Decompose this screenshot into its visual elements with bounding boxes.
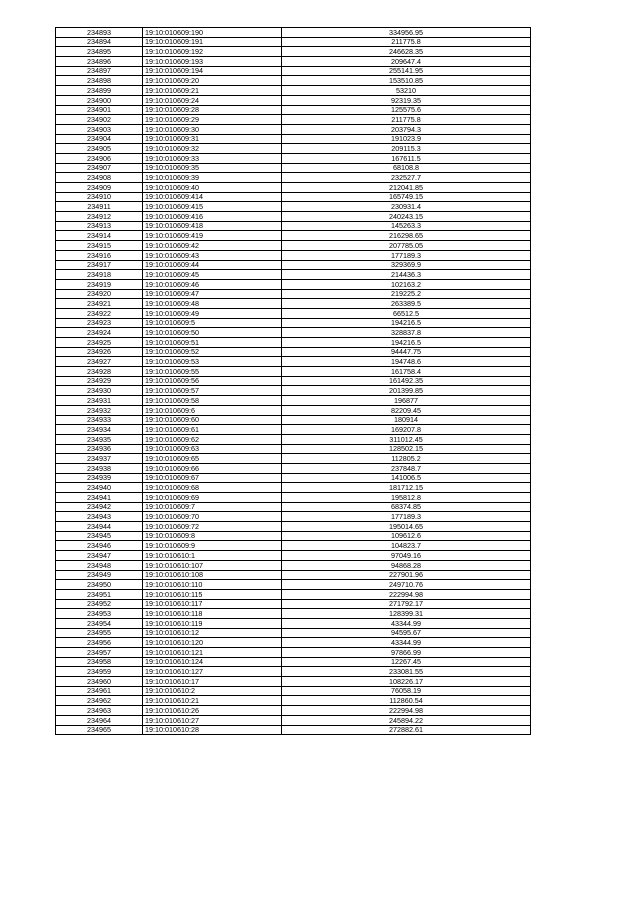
cadastral-number-cell: 19:10:010609:7 [143, 502, 282, 512]
cadastral-number-cell: 19:10:010609:43 [143, 250, 282, 260]
value-cell: 92319.35 [282, 95, 531, 105]
record-id-cell: 234937 [56, 454, 143, 464]
table-row [56, 212, 531, 222]
value-cell: 219225.2 [282, 289, 531, 299]
table-row [56, 202, 531, 212]
cadastral-number-cell: 19:10:010610:127 [143, 667, 282, 677]
value-cell: 108226.17 [282, 677, 531, 687]
table-row [56, 706, 531, 716]
table-row [56, 686, 531, 696]
cadastral-number-cell: 19:10:010609:65 [143, 454, 282, 464]
value-cell: 145263.3 [282, 221, 531, 231]
cadastral-number-cell: 19:10:010609:56 [143, 376, 282, 386]
cadastral-number-cell: 19:10:010609:20 [143, 76, 282, 86]
cadastral-number-cell: 19:10:010610:12 [143, 628, 282, 638]
cadastral-number-cell: 19:10:010609:48 [143, 299, 282, 309]
table-row [56, 502, 531, 512]
value-cell: 165749.15 [282, 192, 531, 202]
value-cell: 167611.5 [282, 153, 531, 163]
cadastral-number-cell: 19:10:010610:17 [143, 677, 282, 687]
cadastral-number-cell: 19:10:010609:67 [143, 473, 282, 483]
cadastral-number-cell: 19:10:010609:45 [143, 270, 282, 280]
record-id-cell: 234949 [56, 570, 143, 580]
cadastral-number-cell: 19:10:010609:190 [143, 28, 282, 38]
table-row [56, 76, 531, 86]
table-row [56, 531, 531, 541]
cadastral-number-cell: 19:10:010609:31 [143, 134, 282, 144]
table-row [56, 560, 531, 570]
record-id-cell: 234935 [56, 434, 143, 444]
value-cell: 328837.8 [282, 328, 531, 338]
value-cell: 68374.85 [282, 502, 531, 512]
record-id-cell: 234922 [56, 308, 143, 318]
cadastral-number-cell: 19:10:010610:107 [143, 560, 282, 570]
record-id-cell: 234927 [56, 357, 143, 367]
cadastral-number-cell: 19:10:010609:52 [143, 347, 282, 357]
value-cell: 222994.98 [282, 706, 531, 716]
value-cell: 12267.45 [282, 657, 531, 667]
record-id-cell: 234918 [56, 270, 143, 280]
value-cell: 177189.3 [282, 512, 531, 522]
cadastral-number-cell: 19:10:010609:63 [143, 444, 282, 454]
table-row [56, 28, 531, 38]
record-id-cell: 234947 [56, 551, 143, 561]
table-row [56, 628, 531, 638]
table-row [56, 551, 531, 561]
table-row [56, 37, 531, 47]
data-table [55, 27, 531, 735]
record-id-cell: 234938 [56, 463, 143, 473]
value-cell: 109612.6 [282, 531, 531, 541]
cadastral-number-cell: 19:10:010610:108 [143, 570, 282, 580]
cadastral-number-cell: 19:10:010609:418 [143, 221, 282, 231]
table-row [56, 115, 531, 125]
cadastral-number-cell: 19:10:010609:192 [143, 47, 282, 57]
record-id-cell: 234925 [56, 338, 143, 348]
record-id-cell: 234901 [56, 105, 143, 115]
record-id-cell: 234909 [56, 183, 143, 193]
value-cell: 201399.85 [282, 386, 531, 396]
value-cell: 82209.45 [282, 405, 531, 415]
cadastral-number-cell: 19:10:010609:414 [143, 192, 282, 202]
record-id-cell: 234958 [56, 657, 143, 667]
table-row [56, 541, 531, 551]
value-cell: 97049.16 [282, 551, 531, 561]
cadastral-number-cell: 19:10:010610:115 [143, 589, 282, 599]
record-id-cell: 234945 [56, 531, 143, 541]
record-id-cell: 234954 [56, 618, 143, 628]
value-cell: 214436.3 [282, 270, 531, 280]
value-cell: 211775.8 [282, 115, 531, 125]
table-row [56, 241, 531, 251]
value-cell: 43344.99 [282, 638, 531, 648]
cadastral-number-cell: 19:10:010610:118 [143, 609, 282, 619]
value-cell: 329369.9 [282, 260, 531, 270]
value-cell: 194216.5 [282, 338, 531, 348]
table-row [56, 231, 531, 241]
record-id-cell: 234893 [56, 28, 143, 38]
cadastral-number-cell: 19:10:010609:62 [143, 434, 282, 444]
cadastral-number-cell: 19:10:010609:61 [143, 425, 282, 435]
cadastral-number-cell: 19:10:010610:1 [143, 551, 282, 561]
table-row [56, 618, 531, 628]
table-row [56, 648, 531, 658]
record-id-cell: 234948 [56, 560, 143, 570]
cadastral-number-cell: 19:10:010609:53 [143, 357, 282, 367]
table-row [56, 260, 531, 270]
cadastral-number-cell: 19:10:010609:69 [143, 493, 282, 503]
value-cell: 209647.4 [282, 57, 531, 67]
value-cell: 334956.95 [282, 28, 531, 38]
value-cell: 66512.5 [282, 308, 531, 318]
record-id-cell: 234963 [56, 706, 143, 716]
table-row [56, 347, 531, 357]
value-cell: 112805.2 [282, 454, 531, 464]
cadastral-number-cell: 19:10:010609:49 [143, 308, 282, 318]
table-row [56, 367, 531, 377]
record-id-cell: 234915 [56, 241, 143, 251]
record-id-cell: 234902 [56, 115, 143, 125]
value-cell: 76058.19 [282, 686, 531, 696]
cadastral-number-cell: 19:10:010609:35 [143, 163, 282, 173]
value-cell: 195014.65 [282, 522, 531, 532]
cadastral-number-cell: 19:10:010609:40 [143, 183, 282, 193]
cadastral-number-cell: 19:10:010609:416 [143, 212, 282, 222]
value-cell: 222994.98 [282, 589, 531, 599]
table-row [56, 638, 531, 648]
record-id-cell: 234956 [56, 638, 143, 648]
table-row [56, 425, 531, 435]
cadastral-number-cell: 19:10:010609:55 [143, 367, 282, 377]
record-id-cell: 234950 [56, 580, 143, 590]
value-cell: 153510.85 [282, 76, 531, 86]
table-row [56, 376, 531, 386]
cadastral-number-cell: 19:10:010609:191 [143, 37, 282, 47]
table-row [56, 609, 531, 619]
value-cell: 94868.28 [282, 560, 531, 570]
value-cell: 181712.15 [282, 483, 531, 493]
table-row [56, 580, 531, 590]
table-row [56, 134, 531, 144]
record-id-cell: 234961 [56, 686, 143, 696]
record-id-cell: 234930 [56, 386, 143, 396]
table-row [56, 463, 531, 473]
table-row [56, 338, 531, 348]
record-id-cell: 234916 [56, 250, 143, 260]
record-id-cell: 234941 [56, 493, 143, 503]
value-cell: 216298.65 [282, 231, 531, 241]
table-row [56, 589, 531, 599]
value-cell: 195812.8 [282, 493, 531, 503]
table-row [56, 696, 531, 706]
record-id-cell: 234898 [56, 76, 143, 86]
cadastral-number-cell: 19:10:010609:5 [143, 318, 282, 328]
table-row [56, 512, 531, 522]
record-id-cell: 234907 [56, 163, 143, 173]
value-cell: 233081.55 [282, 667, 531, 677]
cadastral-number-cell: 19:10:010609:47 [143, 289, 282, 299]
record-id-cell: 234955 [56, 628, 143, 638]
record-id-cell: 234923 [56, 318, 143, 328]
cadastral-number-cell: 19:10:010609:44 [143, 260, 282, 270]
value-cell: 104823.7 [282, 541, 531, 551]
cadastral-number-cell: 19:10:010609:72 [143, 522, 282, 532]
cadastral-number-cell: 19:10:010609:68 [143, 483, 282, 493]
value-cell: 161492.35 [282, 376, 531, 386]
record-id-cell: 234921 [56, 299, 143, 309]
table-row [56, 386, 531, 396]
record-id-cell: 234953 [56, 609, 143, 619]
cadastral-number-cell: 19:10:010609:42 [143, 241, 282, 251]
table-row [56, 570, 531, 580]
value-cell: 207785.05 [282, 241, 531, 251]
record-id-cell: 234920 [56, 289, 143, 299]
table-row [56, 328, 531, 338]
record-id-cell: 234951 [56, 589, 143, 599]
table-row [56, 95, 531, 105]
record-id-cell: 234895 [56, 47, 143, 57]
table-row [56, 357, 531, 367]
table-row [56, 299, 531, 309]
record-id-cell: 234906 [56, 153, 143, 163]
record-id-cell: 234917 [56, 260, 143, 270]
record-id-cell: 234934 [56, 425, 143, 435]
cadastral-number-cell: 19:10:010610:26 [143, 706, 282, 716]
value-cell: 194748.6 [282, 357, 531, 367]
value-cell: 271792.17 [282, 599, 531, 609]
cadastral-number-cell: 19:10:010609:194 [143, 66, 282, 76]
table-row [56, 279, 531, 289]
table-row [56, 105, 531, 115]
value-cell: 272882.61 [282, 725, 531, 735]
record-id-cell: 234924 [56, 328, 143, 338]
record-id-cell: 234911 [56, 202, 143, 212]
table-row [56, 677, 531, 687]
value-cell: 232527.7 [282, 173, 531, 183]
value-cell: 102163.2 [282, 279, 531, 289]
table-row [56, 57, 531, 67]
cadastral-number-cell: 19:10:010609:21 [143, 86, 282, 96]
value-cell: 141006.5 [282, 473, 531, 483]
value-cell: 94595.67 [282, 628, 531, 638]
record-id-cell: 234933 [56, 415, 143, 425]
cadastral-number-cell: 19:10:010609:46 [143, 279, 282, 289]
cadastral-number-cell: 19:10:010609:51 [143, 338, 282, 348]
value-cell: 68108.8 [282, 163, 531, 173]
table-row [56, 124, 531, 134]
value-cell: 194216.5 [282, 318, 531, 328]
cadastral-number-cell: 19:10:010609:30 [143, 124, 282, 134]
record-id-cell: 234910 [56, 192, 143, 202]
cadastral-number-cell: 19:10:010610:121 [143, 648, 282, 658]
table-row [56, 405, 531, 415]
value-cell: 311012.45 [282, 434, 531, 444]
table-row [56, 444, 531, 454]
cadastral-number-cell: 19:10:010609:193 [143, 57, 282, 67]
table-row [56, 415, 531, 425]
table-row [56, 270, 531, 280]
cadastral-number-cell: 19:10:010609:29 [143, 115, 282, 125]
cadastral-number-cell: 19:10:010609:58 [143, 396, 282, 406]
cadastral-number-cell: 19:10:010610:124 [143, 657, 282, 667]
data-table-body [56, 28, 531, 735]
cadastral-number-cell: 19:10:010609:66 [143, 463, 282, 473]
table-row [56, 454, 531, 464]
value-cell: 263389.5 [282, 299, 531, 309]
cadastral-number-cell: 19:10:010609:24 [143, 95, 282, 105]
table-row [56, 434, 531, 444]
record-id-cell: 234928 [56, 367, 143, 377]
table-row [56, 318, 531, 328]
table-row [56, 86, 531, 96]
record-id-cell: 234959 [56, 667, 143, 677]
table-row [56, 308, 531, 318]
value-cell: 245894.22 [282, 715, 531, 725]
cadastral-number-cell: 19:10:010609:8 [143, 531, 282, 541]
table-row [56, 163, 531, 173]
cadastral-number-cell: 19:10:010609:57 [143, 386, 282, 396]
record-id-cell: 234960 [56, 677, 143, 687]
record-id-cell: 234904 [56, 134, 143, 144]
table-row [56, 192, 531, 202]
cadastral-number-cell: 19:10:010609:70 [143, 512, 282, 522]
value-cell: 112860.54 [282, 696, 531, 706]
table-row [56, 396, 531, 406]
table-row [56, 715, 531, 725]
record-id-cell: 234926 [56, 347, 143, 357]
record-id-cell: 234943 [56, 512, 143, 522]
table-row [56, 47, 531, 57]
value-cell: 94447.75 [282, 347, 531, 357]
table-row [56, 599, 531, 609]
value-cell: 128399.31 [282, 609, 531, 619]
record-id-cell: 234908 [56, 173, 143, 183]
record-id-cell: 234952 [56, 599, 143, 609]
value-cell: 53210 [282, 86, 531, 96]
cadastral-number-cell: 19:10:010610:120 [143, 638, 282, 648]
value-cell: 43344.99 [282, 618, 531, 628]
record-id-cell: 234900 [56, 95, 143, 105]
record-id-cell: 234962 [56, 696, 143, 706]
record-id-cell: 234939 [56, 473, 143, 483]
value-cell: 196877 [282, 396, 531, 406]
record-id-cell: 234964 [56, 715, 143, 725]
value-cell: 97866.99 [282, 648, 531, 658]
record-id-cell: 234914 [56, 231, 143, 241]
cadastral-number-cell: 19:10:010609:9 [143, 541, 282, 551]
record-id-cell: 234931 [56, 396, 143, 406]
value-cell: 246628.35 [282, 47, 531, 57]
table-row [56, 725, 531, 735]
value-cell: 212041.85 [282, 183, 531, 193]
value-cell: 237848.7 [282, 463, 531, 473]
table-row [56, 153, 531, 163]
cadastral-number-cell: 19:10:010609:32 [143, 144, 282, 154]
cadastral-number-cell: 19:10:010609:60 [143, 415, 282, 425]
value-cell: 209115.3 [282, 144, 531, 154]
table-row [56, 473, 531, 483]
table-row [56, 657, 531, 667]
value-cell: 128502.15 [282, 444, 531, 454]
cadastral-number-cell: 19:10:010609:33 [143, 153, 282, 163]
record-id-cell: 234942 [56, 502, 143, 512]
record-id-cell: 234944 [56, 522, 143, 532]
record-id-cell: 234932 [56, 405, 143, 415]
record-id-cell: 234897 [56, 66, 143, 76]
cadastral-number-cell: 19:10:010609:415 [143, 202, 282, 212]
cadastral-number-cell: 19:10:010609:39 [143, 173, 282, 183]
table-row [56, 183, 531, 193]
value-cell: 240243.15 [282, 212, 531, 222]
cadastral-number-cell: 19:10:010609:28 [143, 105, 282, 115]
table-row [56, 221, 531, 231]
value-cell: 249710.76 [282, 580, 531, 590]
record-id-cell: 234946 [56, 541, 143, 551]
table-row [56, 483, 531, 493]
table-row [56, 667, 531, 677]
table-row [56, 289, 531, 299]
record-id-cell: 234913 [56, 221, 143, 231]
cadastral-number-cell: 19:10:010609:419 [143, 231, 282, 241]
value-cell: 177189.3 [282, 250, 531, 260]
record-id-cell: 234957 [56, 648, 143, 658]
value-cell: 255141.95 [282, 66, 531, 76]
table-row [56, 173, 531, 183]
value-cell: 161758.4 [282, 367, 531, 377]
record-id-cell: 234940 [56, 483, 143, 493]
cadastral-number-cell: 19:10:010609:50 [143, 328, 282, 338]
record-id-cell: 234896 [56, 57, 143, 67]
cadastral-number-cell: 19:10:010609:6 [143, 405, 282, 415]
value-cell: 211775.8 [282, 37, 531, 47]
value-cell: 180914 [282, 415, 531, 425]
value-cell: 227901.96 [282, 570, 531, 580]
cadastral-number-cell: 19:10:010610:21 [143, 696, 282, 706]
record-id-cell: 234936 [56, 444, 143, 454]
record-id-cell: 234965 [56, 725, 143, 735]
table-row [56, 250, 531, 260]
cadastral-number-cell: 19:10:010610:28 [143, 725, 282, 735]
value-cell: 125575.6 [282, 105, 531, 115]
table-row [56, 144, 531, 154]
record-id-cell: 234912 [56, 212, 143, 222]
record-id-cell: 234919 [56, 279, 143, 289]
record-id-cell: 234905 [56, 144, 143, 154]
cadastral-number-cell: 19:10:010610:117 [143, 599, 282, 609]
cadastral-number-cell: 19:10:010610:119 [143, 618, 282, 628]
value-cell: 230931.4 [282, 202, 531, 212]
record-id-cell: 234903 [56, 124, 143, 134]
table-row [56, 493, 531, 503]
cadastral-number-cell: 19:10:010610:2 [143, 686, 282, 696]
cadastral-number-cell: 19:10:010610:27 [143, 715, 282, 725]
record-id-cell: 234929 [56, 376, 143, 386]
table-row [56, 522, 531, 532]
value-cell: 169207.8 [282, 425, 531, 435]
cadastral-number-cell: 19:10:010610:110 [143, 580, 282, 590]
value-cell: 203794.3 [282, 124, 531, 134]
value-cell: 191023.9 [282, 134, 531, 144]
record-id-cell: 234894 [56, 37, 143, 47]
table-row [56, 66, 531, 76]
record-id-cell: 234899 [56, 86, 143, 96]
